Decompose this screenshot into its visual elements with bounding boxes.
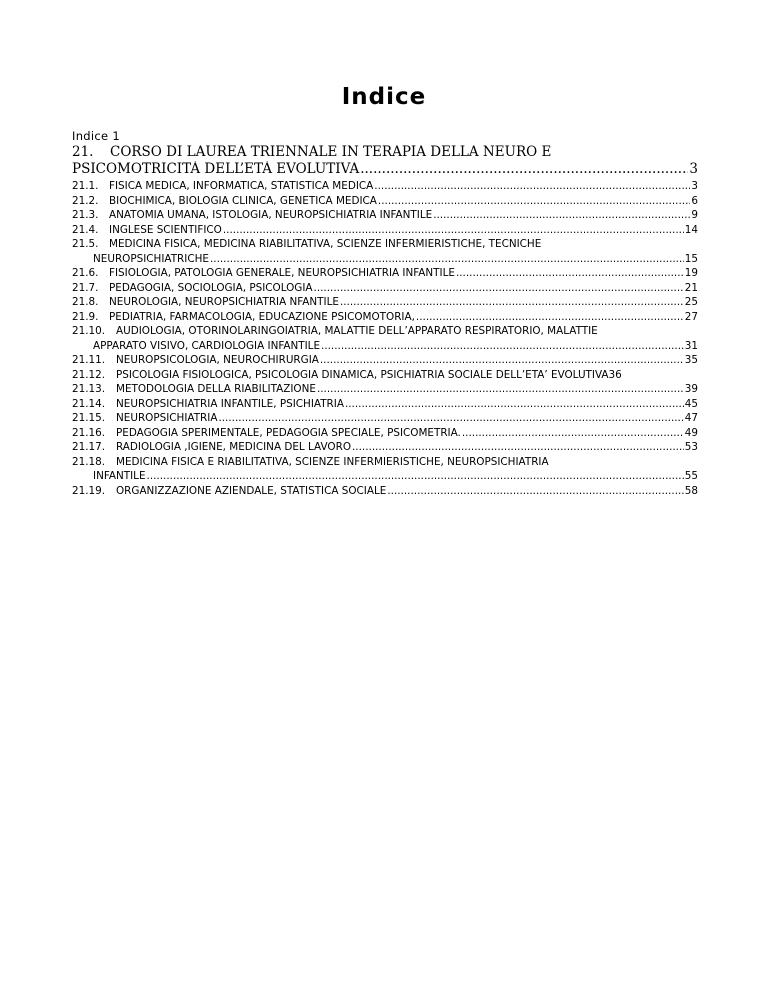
- toc-entry-text: INFANTILE: [93, 470, 146, 482]
- toc-entry-text: MEDICINA FISICA, MEDICINA RIABILITATIVA, SCIENZE INFERMIERISTICHE, TECNICHE: [109, 238, 542, 250]
- toc-entry[interactable]: [72, 382, 698, 397]
- toc-entry-number: 21.11.: [72, 354, 106, 366]
- toc-entry[interactable]: [72, 223, 698, 238]
- toc-entry-number: 21.2.: [72, 194, 99, 207]
- toc-entry[interactable]: [72, 397, 698, 412]
- toc-entry-page: 58: [684, 484, 698, 497]
- toc-entry-text: RADIOLOGIA ,IGIENE, MEDICINA DEL LAVORO: [116, 441, 351, 453]
- toc-leader-dots: [321, 339, 684, 354]
- toc-entry-text: NEUROPSICHIATRIA INFANTILE, PSICHIATRIA: [116, 397, 344, 410]
- toc-entry[interactable]: [72, 266, 698, 281]
- toc-entry-number: 21.1.: [72, 180, 99, 192]
- toc-entry-number: 21.6.: [72, 267, 99, 279]
- toc-entry-text: AUDIOLOGIA, OTORINOLARINGOIATRIA, MALATTIE DELL’APPARATO RESPIRATORIO, MALATTIE: [116, 325, 598, 337]
- toc-entry-page: 35: [684, 354, 698, 366]
- toc-entry-text: APPARATO VISIVO, CARDIOLOGIA INFANTILE: [93, 339, 321, 352]
- toc-entry-text: PEDAGOGIA, SOCIOLOGIA, PSICOLOGIA: [109, 281, 313, 294]
- toc-entry[interactable]: [72, 194, 698, 209]
- toc-main-number: 21.: [72, 144, 94, 160]
- toc-leader-dots: [433, 208, 690, 223]
- toc-leader-dots: [416, 310, 684, 325]
- toc-leader-dots: [320, 353, 684, 368]
- toc-entry-text: FISIOLOGIA, PATOLOGIA GENERALE, NEUROPSICHIATRIA INFANTILE: [109, 267, 455, 279]
- toc-entry-number: 21.19.: [72, 484, 106, 497]
- toc-entry-number: 21.9.: [72, 310, 99, 323]
- toc-leader-dots: [387, 484, 683, 499]
- toc-entry-number: 21.16.: [72, 426, 106, 439]
- toc-entry-number: 21.14.: [72, 397, 106, 410]
- toc-main-line2: PSICOMOTRICITÀ DELL’ETÀ EVOLUTIVA: [72, 161, 360, 177]
- toc-entry[interactable]: [72, 353, 698, 368]
- toc-entry-text: PEDIATRIA, FARMACOLOGIA, EDUCAZIONE PSICOMOTORIA,: [109, 310, 415, 323]
- toc-entry-text: NEUROLOGIA, NEUROPSICHIATRIA NFANTILE: [109, 296, 339, 308]
- toc-entry[interactable]: [72, 179, 698, 194]
- toc-leader-dots: [456, 266, 684, 281]
- toc-entry-text: NEUROPSICHIATRIA: [116, 412, 218, 424]
- toc-leader-dots: [462, 426, 684, 441]
- toc-entry[interactable]: [72, 484, 698, 499]
- toc-entry-list: [72, 179, 698, 498]
- toc-entry-number: 21.3.: [72, 209, 99, 221]
- toc-leader-dots: [210, 252, 684, 267]
- toc-entry-text: PSICOLOGIA FISIOLOGICA, PSICOLOGIA DINAMICA, PSICHIATRIA SOCIALE DELL’ETA’ EVOLUTIVA: [116, 368, 609, 381]
- toc-entry-page: 49: [684, 426, 698, 439]
- toc-leader-dots: [374, 179, 690, 194]
- toc-entry[interactable]: [72, 440, 698, 455]
- toc-entry-page: 55: [684, 470, 698, 482]
- toc-entry-number: 21.15.: [72, 412, 106, 424]
- toc-leader-dots: [317, 382, 684, 397]
- toc-entry[interactable]: [72, 310, 698, 325]
- toc-entry-page: 3: [691, 180, 698, 192]
- toc-entry-text: FISICA MEDICA, INFORMATICA, STATISTICA MEDICA: [109, 180, 374, 192]
- toc-entry-page: 19: [684, 267, 698, 279]
- toc-entry[interactable]: [72, 324, 698, 353]
- toc-entry-page: 25: [684, 296, 698, 308]
- toc-entry-number: 21.12.: [72, 368, 106, 381]
- toc-leader-dots: [147, 469, 684, 484]
- toc-entry[interactable]: [72, 411, 698, 426]
- toc-entry-text: ORGANIZZAZIONE AZIENDALE, STATISTICA SOCIALE: [116, 484, 387, 497]
- toc-entry-number: 21.4.: [72, 223, 99, 236]
- toc-entry[interactable]: [72, 295, 698, 310]
- toc-entry-page: 39: [684, 383, 698, 395]
- toc-entry[interactable]: [72, 208, 698, 223]
- toc-entry-page: 21: [684, 281, 698, 294]
- toc-entry-page: 27: [684, 310, 698, 323]
- toc-entry-number: 21.13.: [72, 383, 106, 395]
- toc-entry[interactable]: [72, 426, 698, 441]
- toc-leader-dots: [223, 223, 684, 238]
- toc-entry[interactable]: [72, 368, 698, 383]
- toc-entry-number: 21.8.: [72, 296, 99, 308]
- toc-entry-text: METODOLOGIA DELLA RIABILITAZIONE: [116, 383, 316, 395]
- toc-leader-dots: [218, 411, 683, 426]
- toc-main-entry[interactable]: [72, 144, 698, 178]
- toc-entry-page: 45: [684, 397, 698, 410]
- toc-entry-number: 21.17.: [72, 441, 106, 453]
- toc-leader-dots: [340, 295, 684, 310]
- toc-entry-page: 47: [684, 412, 698, 424]
- toc-entry-text: MEDICINA FISICA E RIABILITATIVA, SCIENZE INFERMIERISTICHE, NEUROPSICHIATRIA: [116, 455, 549, 468]
- toc-leader-dots: [360, 161, 688, 178]
- toc-entry[interactable]: [72, 281, 698, 296]
- toc-entry-page: 53: [684, 441, 698, 453]
- toc-entry-number: 21.7.: [72, 281, 99, 294]
- toc-entry[interactable]: [72, 455, 698, 484]
- toc-entry-text: PEDAGOGIA SPERIMENTALE, PEDAGOGIA SPECIALE, PSICOMETRIA.: [116, 426, 461, 439]
- toc-entry-page: 31: [684, 339, 698, 352]
- toc-leader-dots: [345, 397, 684, 412]
- toc-entry[interactable]: [72, 237, 698, 266]
- toc-entry-text: ANATOMIA UMANA, ISTOLOGIA, NEUROPSICHIATRIA INFANTILE: [109, 209, 433, 221]
- toc-main-page: 3: [689, 161, 698, 177]
- toc-main-line1: CORSO DI LAUREA TRIENNALE IN TERAPIA DELLA NEURO E: [110, 144, 552, 160]
- toc-entry-text: NEUROPSICOLOGIA, NEUROCHIRURGIA: [116, 354, 319, 366]
- toc-entry-text: BIOCHIMICA, BIOLOGIA CLINICA, GENETICA MEDICA: [109, 194, 377, 207]
- toc-level0-entry[interactable]: Indice 1: [72, 129, 120, 143]
- page-title: Indice: [341, 84, 427, 110]
- toc-entry-page: 15: [684, 252, 698, 265]
- toc-entry-page: 14: [684, 223, 698, 236]
- toc-entry-number: 21.5.: [72, 238, 99, 250]
- toc-entry-text: INGLESE SCIENTIFICO: [109, 223, 222, 236]
- toc-entry-page: 36: [608, 368, 622, 381]
- toc-entry-page: 6: [691, 194, 698, 207]
- toc-leader-dots: [352, 440, 684, 455]
- toc-entry-text: NEUROPSICHIATRICHE: [93, 252, 209, 265]
- toc-entry-number: 21.18.: [72, 455, 106, 468]
- toc-entry-page: 9: [691, 209, 698, 221]
- toc-entry-number: 21.10.: [72, 325, 106, 337]
- toc-leader-dots: [314, 281, 684, 296]
- toc-leader-dots: [378, 194, 690, 209]
